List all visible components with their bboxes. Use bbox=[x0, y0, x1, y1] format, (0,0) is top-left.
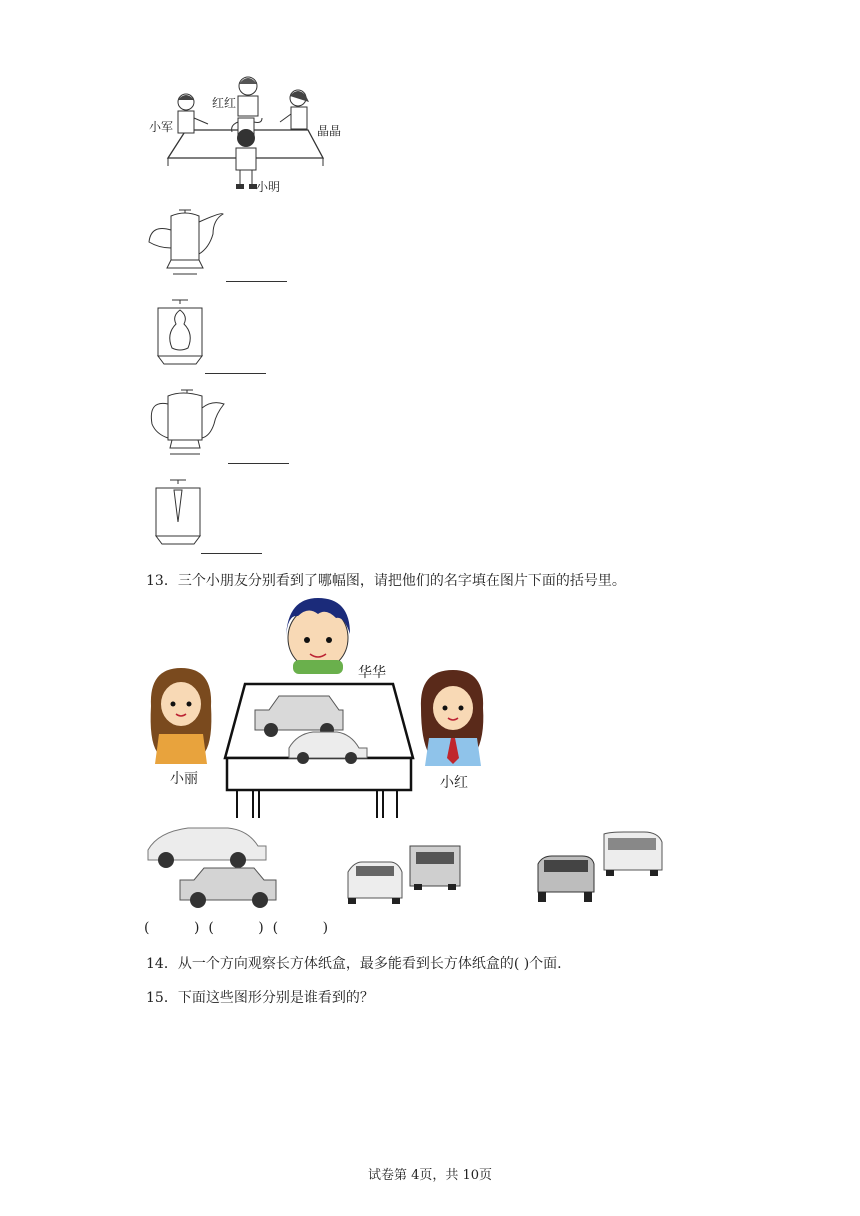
car-view-option-1 bbox=[144, 822, 284, 906]
name-label-top: 红红 bbox=[212, 96, 237, 110]
teapot-view-3 bbox=[148, 388, 228, 458]
question-13-text: 13．三个小朋友分别看到了哪幅图，请把他们的名字填在图片下面的括号里。 bbox=[146, 573, 626, 589]
answer-line-3[interactable] bbox=[228, 463, 289, 464]
question-15-text: 15．下面这些图形分别是谁看到的？ bbox=[146, 990, 374, 1006]
car-view-option-2 bbox=[344, 836, 468, 908]
q13-answer-brackets[interactable]: ( ) ( ) ( ) bbox=[144, 920, 329, 936]
name-label-bottom: 小明 bbox=[256, 180, 281, 194]
teapot-view-1 bbox=[146, 208, 226, 278]
page-footer: 试卷第 4页，共 10页 bbox=[367, 1168, 493, 1183]
teapot-view-4 bbox=[150, 478, 206, 552]
car-view-option-3 bbox=[536, 830, 662, 906]
q13-scene-illustration bbox=[145, 598, 505, 828]
name-label-left: 小军 bbox=[149, 120, 174, 134]
question-14-text: 14．从一个方向观察长方体纸盒，最多能看到长方体纸盒的( )个面. bbox=[146, 956, 562, 972]
name-label-huahua: 华华 bbox=[358, 665, 386, 681]
name-label-right: 晶晶 bbox=[317, 124, 342, 138]
answer-line-1[interactable] bbox=[226, 281, 287, 282]
name-label-xiaohong: 小红 bbox=[440, 775, 468, 791]
name-label-xiaoli: 小丽 bbox=[170, 771, 198, 787]
answer-line-2[interactable] bbox=[205, 373, 266, 374]
answer-line-4[interactable] bbox=[201, 553, 262, 554]
teapot-view-2 bbox=[152, 298, 208, 372]
